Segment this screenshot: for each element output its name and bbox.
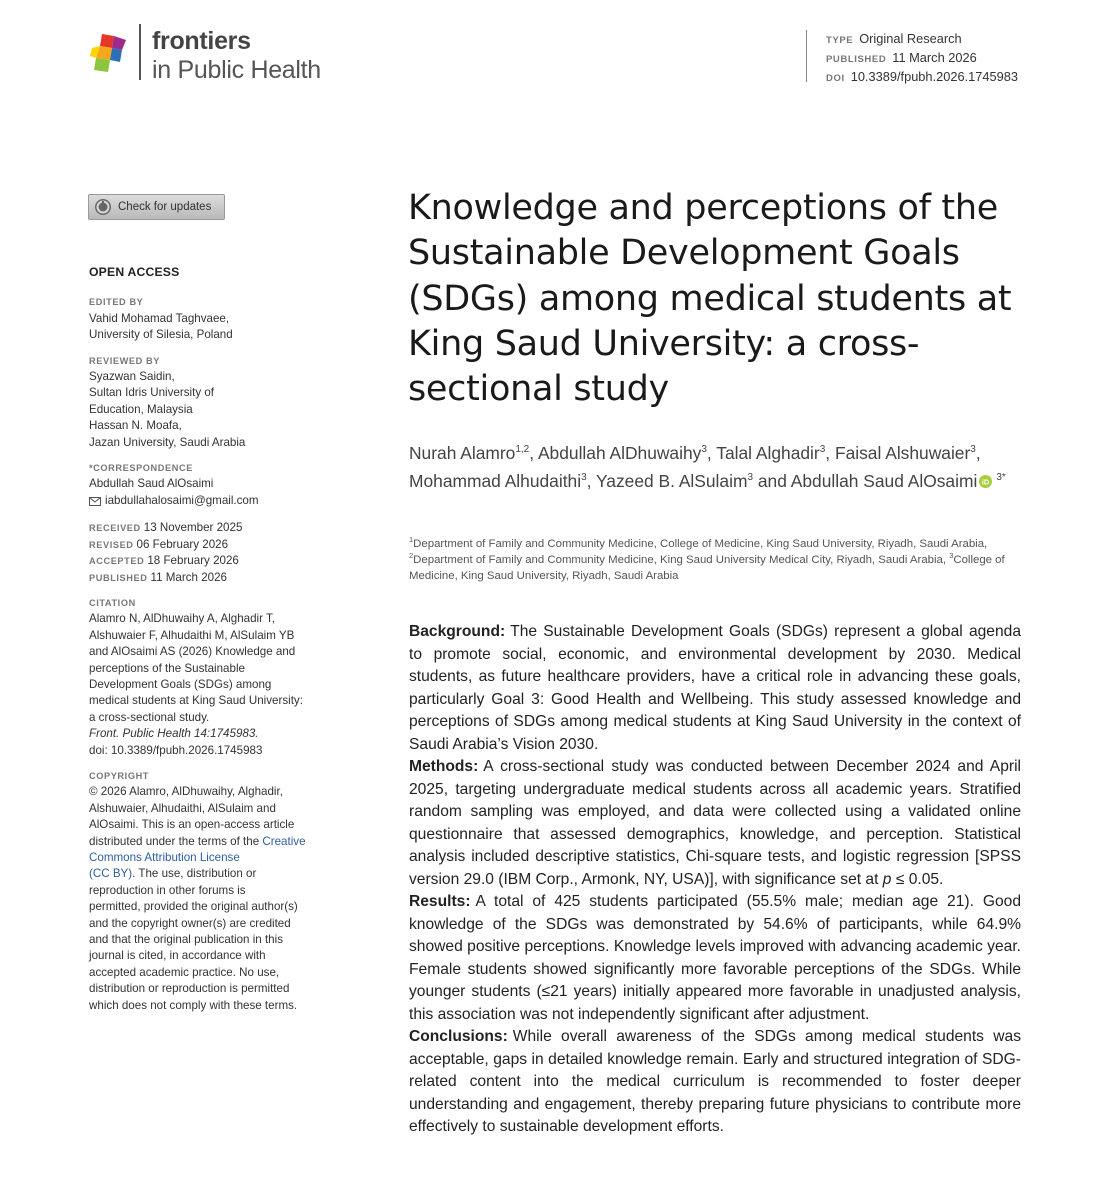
meta-type: TYPE Original Research [826,31,962,46]
journal-brand-subtitle: in Public Health [152,56,321,84]
reviewed-by-heading: REVIEWED BY [89,355,160,366]
correspondence-heading: *CORRESPONDENCE [89,463,193,474]
author-affiliation-mark: 3* [996,472,1006,484]
orcid-icon[interactable] [979,475,992,488]
affiliation-text: College of Medicine, King Saud University, Riyadh, Saudi Arabia [409,554,1005,582]
author-affiliation-mark: 1,2 [515,444,530,456]
author-name[interactable]: Faisal Alshuwaier [834,443,971,463]
abstract-results: Results: A total of 425 students participated (55.5% male; median age 21). Good knowledge of the SDGs was demonstrated by 54.6% of participants, while 64.9% showed positive perceptions. Knowledge levels improved with advancing academic year. Female students showed significantly more favorable perceptions of the SDGs. While younger students (≤21 years) initially appeared more favorable in unadjusted analysis, this association was not independently significant after adjustment. [409,893,1021,1023]
correspondence-email[interactable]: iabdullahalosaimi@gmail.com [105,493,259,507]
citation-text: Alamro N, AlDhuwaihy A, Alghadir T, Alshuwaier F, Alhudaithi M, AlSulaim YB and AlOsaimi AS (2026) Knowledge and perceptions of the Sustainable Development Goals (SDGs) among medical students at King Saud University: a cross-sectional study. [89,612,303,724]
article-sidebar [89,264,339,1014]
author-name[interactable]: Abdullah AlDhuwaihy [537,443,702,463]
revised-date: REVISED 06 February 2026 [89,537,229,551]
meta-published: PUBLISHED 11 March 2026 [826,50,977,65]
check-for-updates-button[interactable] [88,194,225,220]
affiliation-text: Department of Family and Community Medicine, College of Medicine, King Saud University, Riyadh, Saudi Arabia, [413,538,988,550]
svg-text:iD: iD [982,477,990,487]
author-affiliation-mark: 3 [819,444,826,456]
citation-heading: CITATION [89,597,136,608]
affiliation-text: Department of Family and Community Medicine, King Saud University Medical City, Riyadh, Saudi Arabia, [413,554,950,566]
author-affiliation-mark: 3 [747,472,754,484]
meta-divider [806,30,807,82]
journal-brand-name: frontiers [152,27,251,55]
author-name[interactable]: Talal Alghadir [716,443,820,463]
author-affiliation-mark: 3 [581,472,587,484]
edited-by-text: Vahid Mohamad Taghvaee, University of Silesia, Poland [89,311,233,342]
article-meta [826,30,1018,87]
author-affiliation-mark: 3 [701,444,707,456]
received-date: RECEIVED 13 November 2025 [89,521,243,535]
abstract-background: Background: The Sustainable Development Goals (SDGs) represent a global agenda to promote social, economic, and environmental development by 2030. Medical students, as future healthcare providers, have a critical role in advancing these goals, particularly Goal 3: Good Health and Wellbeing. This study assessed knowledge and perceptions of SDGs among medical students at King Saud University in the context of Saudi Arabia’s Vision 2030. [409,623,1021,753]
cc-license-link[interactable]: Creative Commons Attribution License (CC BY) [89,834,306,881]
meta-doi[interactable]: DOI 10.3389/fpubh.2026.1745983 [826,69,1018,84]
affiliation-number: 2 [409,551,414,561]
author-name[interactable]: Nurah Alamro [409,443,516,463]
author-affiliation-mark: 3 [970,444,976,456]
author-name[interactable]: Mohammad Alhudaithi [409,471,582,491]
frontiers-logo-icon [88,32,132,76]
abstract-methods: Methods: A cross-sectional study was conducted between December 2024 and April 2025, targeting undergraduate medical students across all academic years. Stratified random sampling was employed, and data were collected using a validated online questionnaire that assessed demographics, knowledge, and perception. Statistical analysis included descriptive statistics, Chi-square tests, and logistic regression [SPSS version 29.0 (IBM Corp., Armonk, NY, USA)], with significance set at p ≤ 0.05. [409,758,1021,888]
mail-icon [89,497,101,506]
edited-by-heading: EDITED BY [89,297,144,308]
accepted-date: ACCEPTED 18 February 2026 [89,554,239,568]
check-updates-icon [94,198,112,216]
article-dates [89,520,339,586]
affiliations [409,536,1049,584]
author-name[interactable]: and Abdullah Saud AlOsaimi [757,471,978,491]
open-access-label: OPEN ACCESS [89,265,180,279]
copyright-heading: COPYRIGHT [89,770,150,781]
published-date: PUBLISHED 11 March 2026 [89,570,227,584]
author-list: Nurah Alamro$^{1,2}$, Abdullah AlDhuwaihy$^3$, Talal Alghadir$^3$, Faisal Alshuwaier$^3$, Mohammad Alhudaithi$^3$, Yazeed B. AlSulaim$^3$ and Abdullah Saud AlOsaimi iD $^{3*}$ [409,443,1006,491]
correspondence-name: Abdullah Saud AlOsaimi [89,477,214,491]
abstract [409,621,1021,1139]
correspondence-email-row[interactable] [89,493,339,509]
check-updates-label: Check for updates [118,201,212,213]
reviewed-by-text: Syazwan Saidin, Sultan Idris University of Education, Malaysia Hassan N. Moafa, Jazan University, Saudi Arabia [89,370,246,449]
affiliation-number: 1 [409,535,414,545]
article-title: Knowledge and perceptions of the Sustainable Development Goals (SDGs) among medical students at King Saud University: a cross-sectional study [408,188,1012,410]
brand-divider [139,24,141,80]
copyright-text: © 2026 Alamro, AlDhuwaihy, Alghadir, Alshuwaier, Alhudaithi, AlSulaim and AlOsaimi. This is an open-access article distributed under the terms of the Creative Commons Attribution License (CC BY). The use, distribution or reproduction in other forums is permitted, provided the original author(s) and the copyright owner(s) are credited and that the original publication in this journal is cited, in accordance with accepted academic practice. No use, distribution or reproduction is permitted which does not comply with these terms. [89,785,306,1012]
abstract-conclusions: Conclusions: While overall awareness of the SDGs among medical students was acceptable, gaps in detailed knowledge remain. Early and structured integration of SDG-related content into the medical curriculum is recommended to foster deeper understanding and engagement, thereby preparing future physicians to contribute more effectively to sustainable development efforts. [409,1028,1021,1135]
author-name[interactable]: Yazeed B. AlSulaim [596,471,748,491]
affiliation-number: 3 [949,551,954,561]
citation-doi[interactable]: doi: 10.3389/fpubh.2026.1745983 [89,743,263,757]
citation-journal: Front. Public Health 14:1745983. [89,727,259,741]
